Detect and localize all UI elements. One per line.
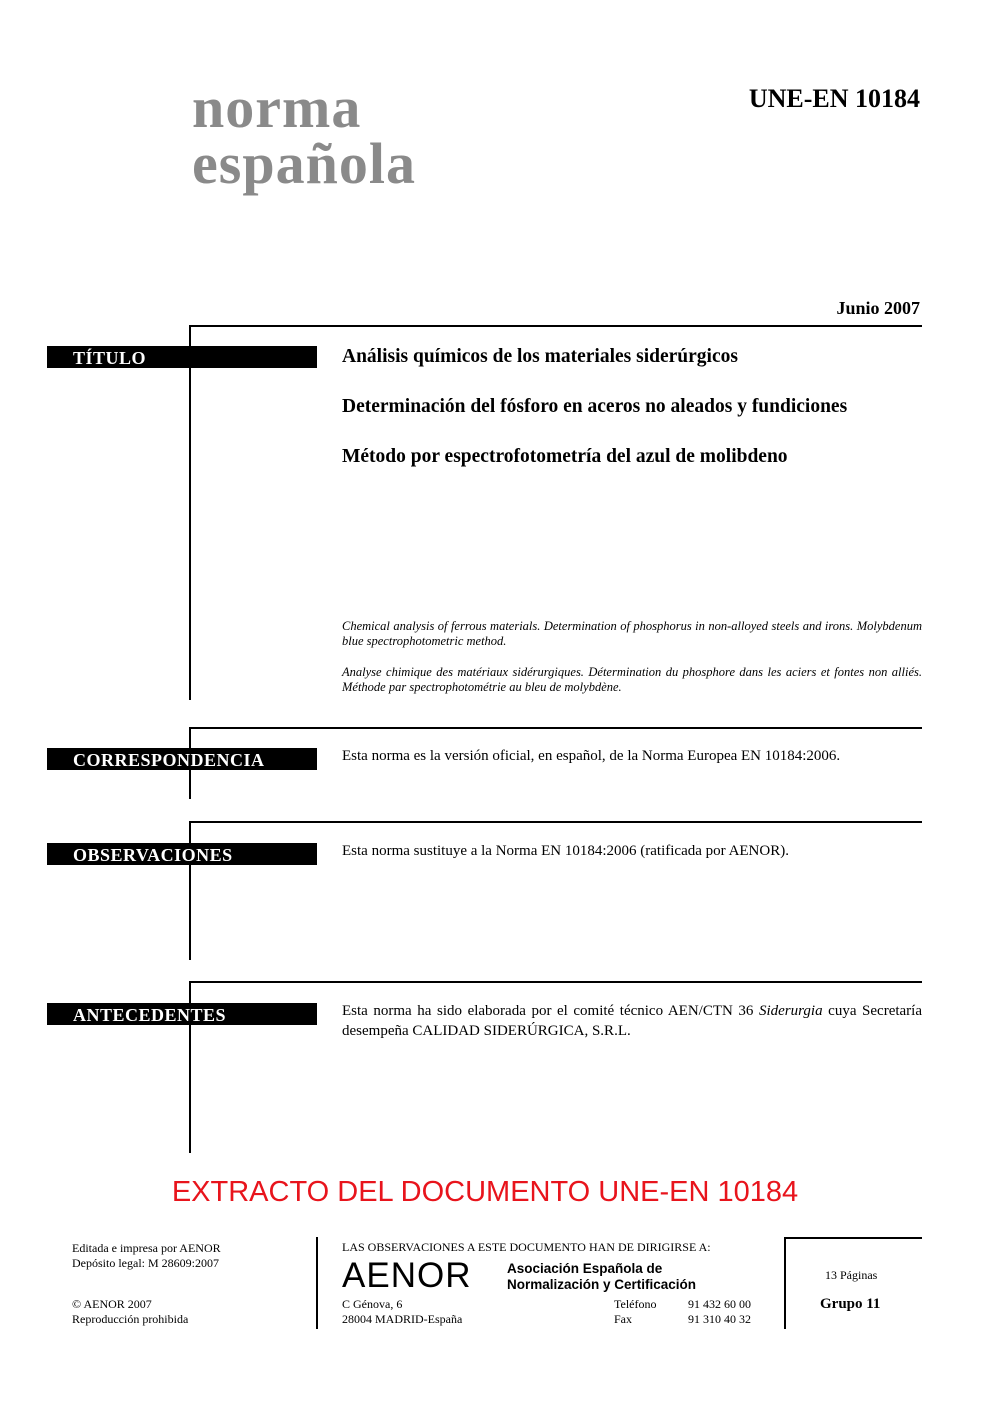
antecedentes-label: ANTECEDENTES	[47, 1003, 317, 1025]
correspondencia-text: Esta norma es la versión oficial, en español, de la Norma Europea EN 10184:2006.	[342, 748, 841, 764]
correspondencia-top-rule	[189, 727, 922, 729]
publication-date: Junio 2007	[836, 298, 920, 318]
brand-line-1: norma	[192, 75, 362, 140]
titulo-label: TÍTULO	[47, 346, 317, 368]
title-line-1: Análisis químicos de los materiales siderúrgicos	[342, 346, 738, 367]
observaciones-label: OBSERVACIONES	[47, 843, 317, 865]
observaciones-vertical-rule	[189, 821, 191, 960]
footer-reproduccion: Reproducción prohibida	[72, 1312, 189, 1326]
aenor-subtitle-line-2: Normalización y Certificación	[507, 1277, 697, 1292]
footer-fax-label: Fax	[614, 1312, 632, 1326]
antecedentes-top-rule	[189, 981, 922, 983]
antecedentes-committee-name: Siderurgia	[758, 1003, 823, 1019]
standard-number: UNE-EN 10184	[748, 84, 920, 113]
footer-fax: 91 310 40 32	[688, 1312, 751, 1326]
antecedentes-text-end: cuya Secretaría desempeña CALIDAD SIDERÚRGICA, S.R.L.	[342, 1003, 922, 1039]
brand-title	[192, 75, 416, 196]
footer-edited: Editada e impresa por AENOR	[72, 1241, 221, 1255]
extract-watermark: EXTRACTO DEL DOCUMENTO UNE-EN 10184	[171, 1176, 799, 1208]
aenor-subtitle-line-1: Asociación Española de	[507, 1261, 663, 1276]
brand-line-2: española	[192, 131, 416, 196]
title-line-2: Determinación del fósforo en aceros no aleados y fundiciones	[342, 396, 848, 417]
titulo-vertical-rule	[189, 325, 191, 700]
antecedentes-text-start: Esta norma ha sido elaborada por el comité técnico AEN/CTN 36	[342, 1003, 759, 1019]
footer-address-2: 28004 MADRID-España	[342, 1312, 463, 1326]
aenor-logo: AENOR	[342, 1256, 472, 1295]
footer-observaciones-heading: LAS OBSERVACIONES A ESTE DOCUMENTO HAN DE DIRIGIRSE A:	[342, 1240, 711, 1254]
footer-tel: 91 432 60 00	[688, 1297, 751, 1311]
footer-address-1: C Génova, 6	[342, 1297, 403, 1311]
aenor-subtitle	[507, 1261, 696, 1293]
correspondencia-label: CORRESPONDENCIA	[47, 748, 317, 770]
footer-tel-label: Teléfono	[614, 1297, 657, 1311]
footer-box-vertical-rule	[784, 1237, 786, 1329]
footer-deposito: Depósito legal: M 28609:2007	[72, 1256, 219, 1270]
footer-copyright: © AENOR 2007	[72, 1297, 152, 1311]
footer-box-top-rule	[784, 1237, 922, 1239]
title-french: Analyse chimique des matériaux sidérurgiques. Détermination du phosphore dans les aciers et fontes non alliés. Méthode par spectrophotométrie au bleu de molybdène.	[342, 665, 922, 694]
footer-pages: 13 Páginas	[825, 1268, 878, 1282]
title-line-3: Método por espectrofotometría del azul de molibdeno	[342, 446, 788, 467]
titulo-top-rule	[189, 325, 922, 327]
observaciones-text: Esta norma sustituye a la Norma EN 10184:2006 (ratificada por AENOR).	[342, 843, 789, 859]
title-english: Chemical analysis of ferrous materials. Determination of phosphorus in non-alloyed steels and irons. Molybdenum blue spectrophotometric method.	[342, 619, 922, 648]
footer-group: Grupo 11	[820, 1296, 881, 1312]
observaciones-top-rule	[189, 821, 922, 823]
footer-divider-left	[316, 1237, 318, 1329]
antecedentes-text	[342, 1001, 922, 1041]
